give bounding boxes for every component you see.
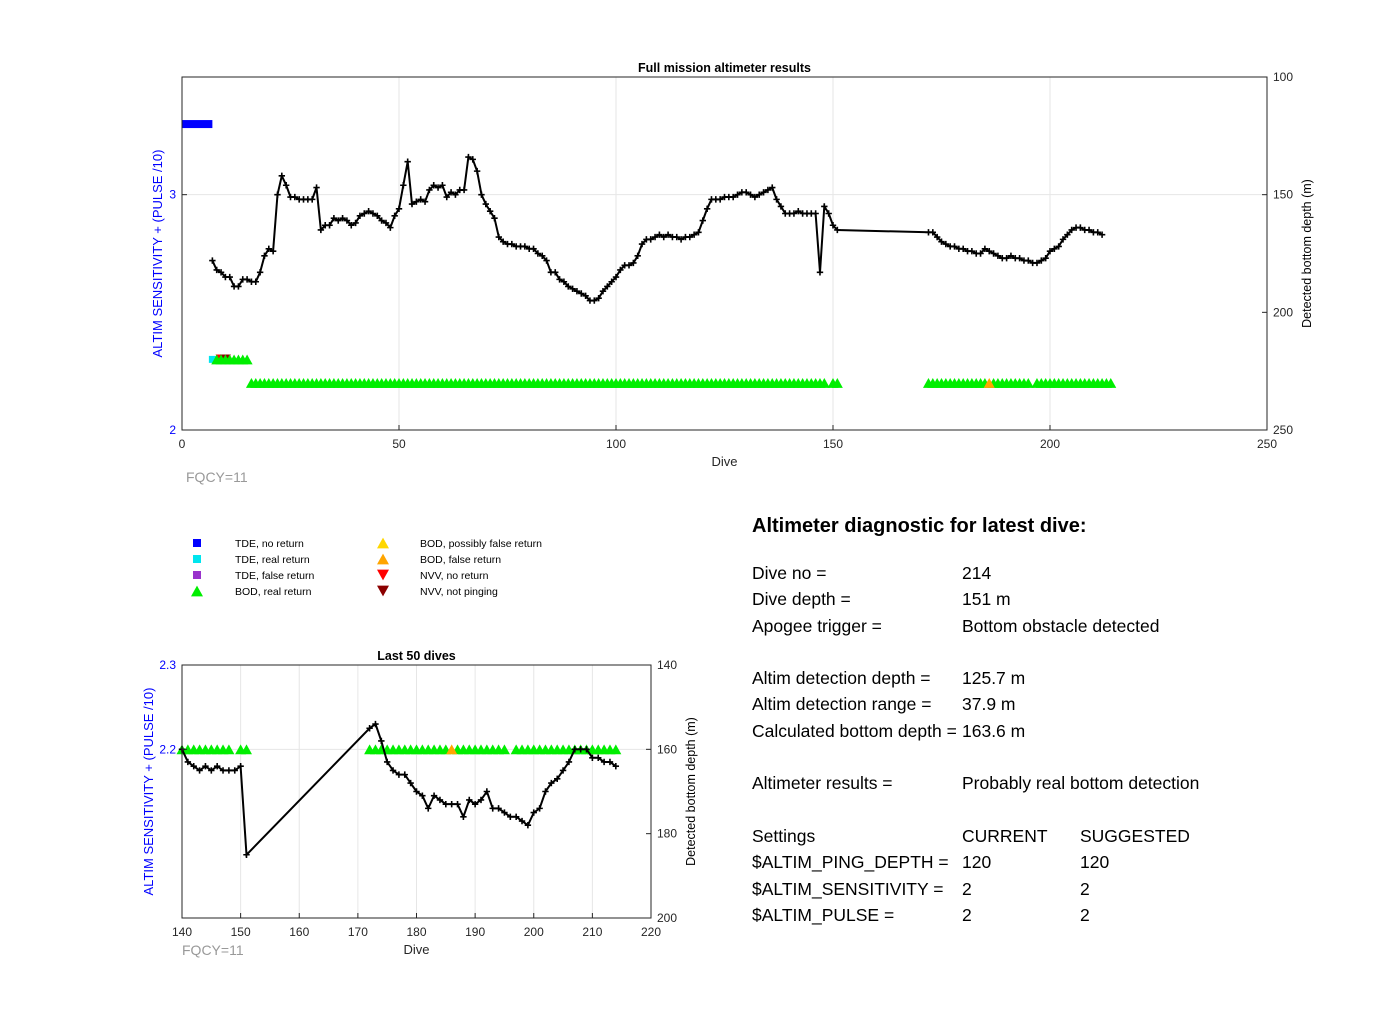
x-tick-label: 180 <box>406 925 427 939</box>
x-tick-label: 150 <box>230 925 251 939</box>
legend-item <box>191 586 312 598</box>
y-left-tick-label: 2 <box>169 423 176 437</box>
x-tick-label: 160 <box>289 925 310 939</box>
x-tick-label: 220 <box>640 925 662 939</box>
legend-label: NVV, not pinging <box>420 586 498 598</box>
fqcy-label: FQCY=11 <box>182 942 244 958</box>
y-right-tick-label: 100 <box>1273 70 1294 84</box>
x-tick-label: 150 <box>822 437 844 451</box>
depth-point <box>460 814 466 820</box>
depth-point <box>461 187 467 193</box>
y-right-tick-label: 200 <box>657 911 678 925</box>
diagnostic-panel <box>752 515 1372 928</box>
depth-point <box>425 805 431 811</box>
y-left-axis-label: ALTIM SENSITIVITY + (PULSE /10) <box>150 149 165 358</box>
diag-row-dive-no <box>752 560 1372 586</box>
y-right-tick-label: 160 <box>657 742 678 757</box>
depth-point <box>253 279 259 285</box>
settings-header-label: Settings <box>752 825 816 846</box>
legend <box>191 538 542 598</box>
chart-title: Last 50 dives <box>377 649 456 663</box>
diag-row-altimeter-results <box>752 770 1372 796</box>
settings-header-suggested: SUGGESTED <box>1080 825 1190 846</box>
x-tick-label: 250 <box>1256 437 1278 451</box>
depth-point <box>313 184 319 190</box>
tde-no-return-bar <box>182 120 212 128</box>
last-50-dives-chart <box>141 649 698 958</box>
axes-frame <box>182 77 1267 430</box>
x-tick-label: 50 <box>392 437 406 451</box>
depth-point <box>226 767 232 773</box>
legend-label: TDE, no return <box>235 538 304 550</box>
diag-value: 125.7 m <box>962 668 1026 689</box>
legend-item <box>193 570 315 582</box>
fqcy-label: FQCY=11 <box>186 469 248 485</box>
depth-series-line <box>182 724 616 855</box>
setting-suggested: 120 <box>1080 852 1110 873</box>
triangle-up-marker-icon <box>191 586 203 597</box>
y-left-tick-label: 2.2 <box>159 742 176 757</box>
setting-suggested: 2 <box>1080 878 1090 899</box>
depth-point <box>704 206 710 212</box>
square-marker-icon <box>193 571 201 579</box>
diag-label: Calculated bottom depth = <box>752 720 957 741</box>
full-mission-chart <box>150 61 1314 485</box>
setting-suggested: 2 <box>1080 904 1090 925</box>
x-axis-label: Dive <box>403 942 430 957</box>
x-tick-label: 190 <box>465 925 486 939</box>
legend-item <box>377 570 489 582</box>
diagnostic-title: Altimeter diagnostic for latest dive: <box>752 515 1087 537</box>
diag-row-bottom-depth <box>752 718 1372 744</box>
legend-item <box>193 554 310 566</box>
diag-value: 163.6 m <box>962 720 1026 741</box>
depth-point <box>227 274 233 280</box>
settings-header <box>752 823 1372 849</box>
x-tick-label: 200 <box>1039 437 1061 451</box>
depth-point <box>448 801 454 807</box>
legend-item <box>377 538 542 550</box>
diag-value: 214 <box>962 563 992 583</box>
x-tick-label: 140 <box>171 925 193 939</box>
legend-item <box>377 586 498 598</box>
y-right-tick-label: 150 <box>1273 187 1294 202</box>
depth-point <box>490 805 496 811</box>
setting-current: 2 <box>962 904 972 925</box>
legend-label: BOD, false return <box>420 554 502 566</box>
diag-value: Probably real bottom detection <box>962 773 1200 794</box>
y-right-axis-label: Detected bottom depth (m) <box>684 717 698 866</box>
y-left-tick-label: 3 <box>169 187 176 202</box>
y-left-axis-label: ALTIM SENSITIVITY + (PULSE /10) <box>141 687 156 896</box>
setting-label: $ALTIM_PING_DEPTH = <box>752 852 949 873</box>
depth-point <box>257 269 263 275</box>
legend-item <box>193 538 304 550</box>
y-right-tick-label: 180 <box>657 826 678 841</box>
diag-value: 37.9 m <box>962 694 1016 715</box>
depth-point <box>700 217 706 223</box>
y-left-tick-label: 2.3 <box>159 658 176 672</box>
depth-point <box>812 210 818 216</box>
x-tick-label: 210 <box>582 925 603 939</box>
x-tick-label: 0 <box>178 437 186 451</box>
legend-label: TDE, false return <box>235 570 315 582</box>
diag-label: Apogee trigger = <box>752 615 882 636</box>
square-marker-icon <box>193 555 201 563</box>
settings-header-current: CURRENT <box>962 825 1048 846</box>
legend-item <box>377 554 501 566</box>
settings-row-pulse <box>752 902 1372 928</box>
depth-series-line <box>212 157 1102 301</box>
legend-label: TDE, real return <box>235 554 310 566</box>
diag-label: Dive no = <box>752 563 827 583</box>
diag-label: Dive depth = <box>752 589 851 610</box>
x-axis-label: Dive <box>711 454 738 469</box>
x-tick-label: 170 <box>347 925 368 939</box>
square-marker-icon <box>193 539 201 547</box>
depth-point <box>309 196 315 202</box>
diag-row-apogee-trigger <box>752 613 1372 639</box>
x-tick-label: 200 <box>523 925 544 939</box>
setting-label: $ALTIM_SENSITIVITY = <box>752 878 944 899</box>
diag-label: Altim detection depth = <box>752 668 931 689</box>
setting-label: $ALTIM_PULSE = <box>752 904 895 925</box>
depth-point <box>478 191 484 197</box>
depth-point <box>283 182 289 188</box>
depth-point <box>378 738 384 744</box>
triangle-up-marker-icon <box>377 554 389 565</box>
depth-point <box>279 173 285 179</box>
y-right-tick-label: 200 <box>1273 305 1294 320</box>
diag-row-detection-depth <box>752 665 1372 691</box>
legend-label: BOD, possibly false return <box>420 538 542 550</box>
triangle-down-marker-icon <box>377 586 389 597</box>
diag-value: 151 m <box>962 589 1011 610</box>
depth-point <box>209 257 215 263</box>
x-tick-label: 100 <box>605 437 627 451</box>
diag-label: Altim detection range = <box>752 694 932 715</box>
settings-row-ping-depth <box>752 849 1372 875</box>
legend-label: BOD, real return <box>235 586 312 598</box>
depth-point <box>274 191 280 197</box>
depth-point <box>400 182 406 188</box>
settings-row-sensitivity <box>752 876 1372 902</box>
y-right-axis-label: Detected bottom depth (m) <box>1300 179 1314 328</box>
depth-point <box>454 801 460 807</box>
depth-point <box>817 269 823 275</box>
diag-row-dive-depth <box>752 586 1372 612</box>
chart-title: Full mission altimeter results <box>638 61 811 75</box>
depth-point <box>404 159 410 165</box>
y-right-tick-label: 250 <box>1273 423 1294 437</box>
y-right-tick-label: 140 <box>657 658 678 672</box>
legend-label: NVV, no return <box>420 570 489 582</box>
setting-current: 120 <box>962 852 992 873</box>
triangle-up-marker-icon <box>377 538 389 549</box>
diag-value: Bottom obstacle detected <box>962 615 1160 636</box>
triangle-down-marker-icon <box>377 570 389 581</box>
depth-point <box>474 168 480 174</box>
diag-row-detection-range <box>752 691 1372 717</box>
diag-label: Altimeter results = <box>752 773 893 794</box>
setting-current: 2 <box>962 878 972 899</box>
